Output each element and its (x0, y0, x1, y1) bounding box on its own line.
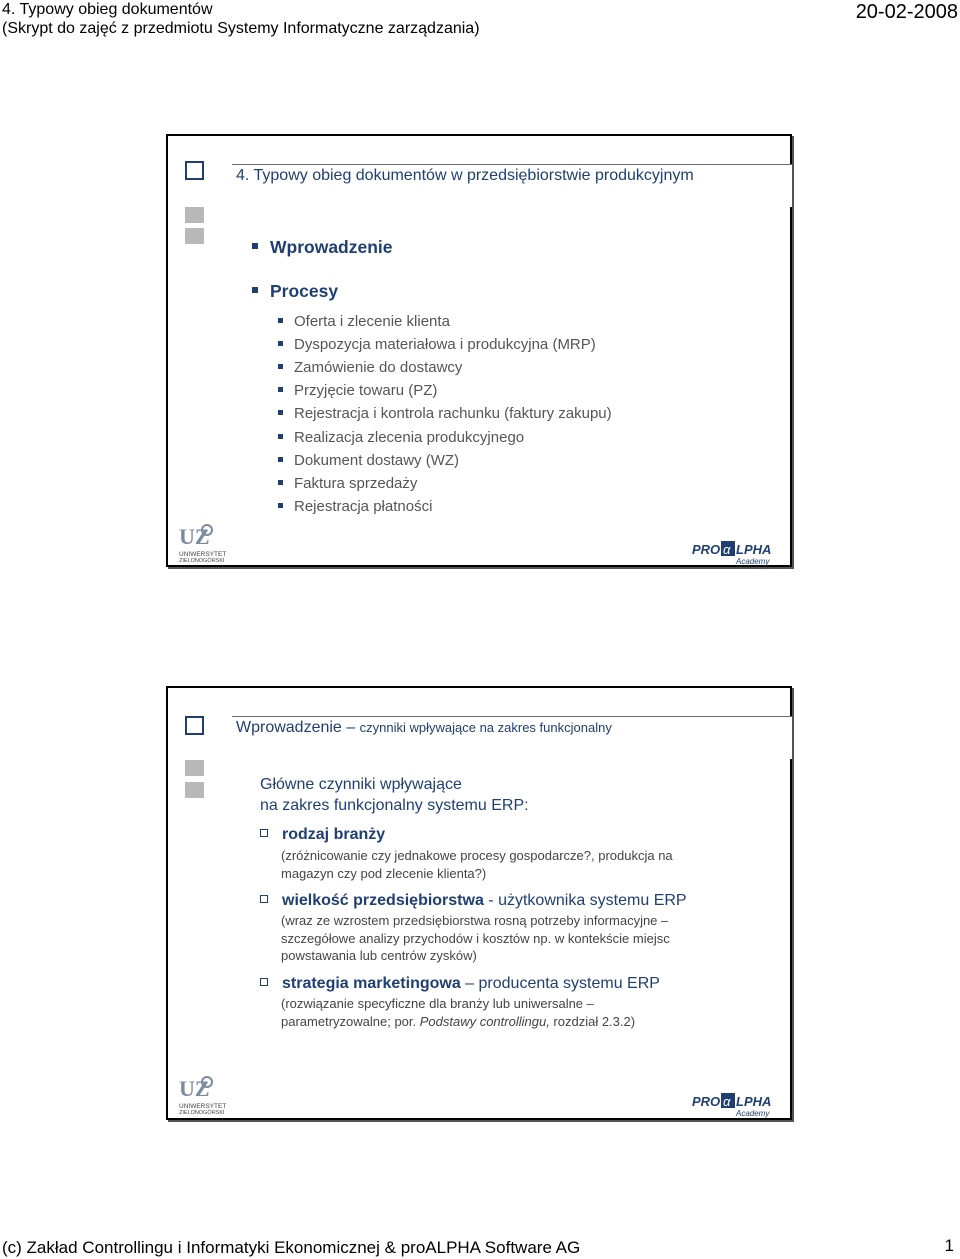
factor-description: (wraz ze wzrostem przedsiębiorstwa rosną potrzeby informacyjne – szczegółowe analizy przychodów i kosztów np. w kontekście miejsc powstawania lub centrów zysków) (281, 913, 670, 963)
bullet-icon (278, 410, 283, 415)
list-item: Rejestracja i kontrola rachunku (faktury zakupu) (278, 405, 612, 422)
page-header-title (2, 0, 480, 38)
bullet-icon (252, 243, 258, 249)
list-item: Zamówienie do dostawcy (278, 359, 462, 376)
svg-text:α: α (723, 542, 731, 557)
intro-text: Główne czynniki wpływające na zakres funkcjonalny systemu ERP: (260, 776, 529, 814)
page-number: 1 (944, 1236, 954, 1255)
list-item: Dokument dostawy (WZ) (278, 452, 459, 469)
list-item: Dyspozycja materiałowa i produkcyjna (MRP) (278, 336, 596, 353)
grey-square-icon (185, 782, 204, 798)
header-date: 20-02-2008 (855, 1, 958, 23)
proalpha-logo (692, 540, 778, 566)
svg-text:Academy: Academy (736, 557, 770, 566)
bullet-icon (278, 434, 283, 439)
bullet-icon (278, 480, 283, 485)
uz-logo (177, 522, 237, 564)
bullet-icon (278, 318, 283, 323)
svg-text:LPHA: LPHA (736, 1094, 772, 1109)
bullet-icon (252, 287, 258, 293)
title-square-icon (185, 161, 204, 180)
bullet-icon (260, 978, 268, 986)
bullet-icon (278, 457, 283, 462)
bullet-level1: Wprowadzenie (252, 237, 393, 258)
factor-point: wielkość przedsiębiorstwa - użytkownika systemu ERP (260, 892, 687, 910)
svg-text:Academy: Academy (736, 1109, 770, 1118)
svg-text:UNIWERSYTET: UNIWERSYTET (179, 1103, 227, 1110)
slide-1 (166, 134, 792, 567)
factor-description: (zróżnicowanie czy jednakowe procesy gospodarcze?, produkcja na magazyn czy pod zlecenie klienta?) (281, 848, 673, 881)
svg-text:UZ: UZ (179, 524, 210, 549)
factor-point: rodzaj branży (260, 826, 385, 844)
svg-text:LPHA: LPHA (736, 542, 772, 557)
list-item: Realizacja zlecenia produkcyjnego (278, 429, 524, 446)
bullet-icon (278, 503, 283, 508)
uz-logo (177, 1074, 237, 1116)
header-title-line2: (Skrypt do zajęć z przedmiotu Systemy Informatyczne zarządzania) (2, 20, 480, 37)
bullet-icon (278, 341, 283, 346)
page-footer-text: (c) Zakład Controllingu i Informatyki Ekonomicznej & proALPHA Software AG (2, 1238, 581, 1257)
svg-text:UZ: UZ (179, 1076, 210, 1101)
grey-square-icon (185, 228, 204, 244)
svg-text:ZIELONOGÓRSKI: ZIELONOGÓRSKI (179, 558, 225, 564)
svg-text:PRO: PRO (692, 542, 721, 557)
list-item: Rejestracja płatności (278, 498, 432, 515)
header-title-line1: 4. Typowy obieg dokumentów (2, 1, 213, 18)
grey-square-icon (185, 207, 204, 223)
proalpha-logo (692, 1092, 778, 1118)
list-item: Przyjęcie towaru (PZ) (278, 382, 437, 399)
svg-text:ZIELONOGÓRSKI: ZIELONOGÓRSKI (179, 1110, 225, 1116)
list-item: Oferta i zlecenie klienta (278, 313, 450, 330)
factor-point: strategia marketingowa – producenta systemu ERP (260, 975, 660, 993)
bullet-icon (278, 387, 283, 392)
title-square-icon (185, 716, 204, 735)
factor-description: (rozwiązanie specyficzne dla branży lub uniwersalne – parametryzowalne; por. Podstawy controllingu, rozdział 2.3.2) (281, 996, 636, 1029)
slide-title-band (232, 164, 792, 207)
svg-text:α: α (723, 1094, 731, 1109)
slide-title: Wprowadzenie – czynniki wpływające na zakres funkcjonalny (236, 719, 612, 736)
svg-text:PRO: PRO (692, 1094, 721, 1109)
bullet-icon (260, 829, 268, 837)
bullet-icon (278, 364, 283, 369)
slide-title-band (232, 716, 792, 759)
bullet-level1: Procesy (252, 281, 338, 302)
slide-2 (166, 686, 792, 1120)
list-item: Faktura sprzedaży (278, 475, 417, 492)
slide-title: 4. Typowy obieg dokumentów w przedsiębiorstwie produkcyjnym (236, 167, 694, 184)
svg-text:UNIWERSYTET: UNIWERSYTET (179, 551, 227, 558)
grey-square-icon (185, 760, 204, 776)
bullet-icon (260, 895, 268, 903)
